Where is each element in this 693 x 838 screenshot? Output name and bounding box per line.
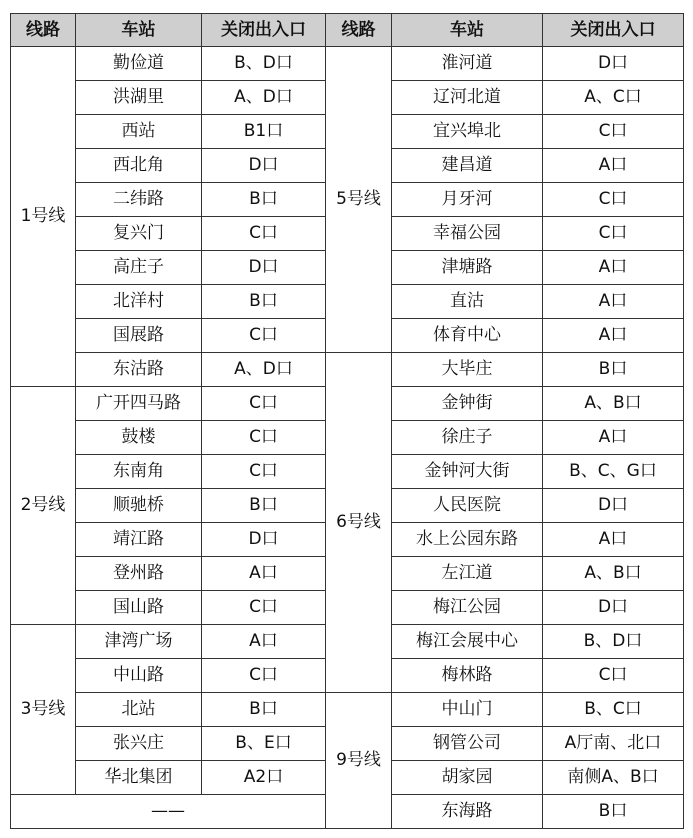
line-name-cell: 2号线 xyxy=(11,387,76,625)
exits-cell: B口 xyxy=(202,489,326,523)
station-cell: 国山路 xyxy=(76,591,202,625)
table-row xyxy=(11,693,684,727)
station-cell: 东南角 xyxy=(76,455,202,489)
exits-cell: A口 xyxy=(543,319,684,353)
header-station-left: 车站 xyxy=(76,14,202,47)
exits-cell: A口 xyxy=(543,285,684,319)
station-cell: 洪湖里 xyxy=(76,81,202,115)
station-cell: 左江道 xyxy=(392,557,543,591)
exits-cell: C口 xyxy=(202,217,326,251)
station-cell: 勤俭道 xyxy=(76,47,202,81)
exits-cell: C口 xyxy=(543,217,684,251)
closed-exits-table xyxy=(10,13,684,829)
station-cell: 辽河北道 xyxy=(392,81,543,115)
footer-dash-cell: —— xyxy=(11,795,326,829)
station-cell: 西站 xyxy=(76,115,202,149)
exits-cell: A厅南、北口 xyxy=(543,727,684,761)
exits-cell: A、B口 xyxy=(543,387,684,421)
station-cell: 金钟河大街 xyxy=(392,455,543,489)
station-cell: 水上公园东路 xyxy=(392,523,543,557)
station-cell: 幸福公园 xyxy=(392,217,543,251)
station-cell: 广开四马路 xyxy=(76,387,202,421)
line-name-cell: 9号线 xyxy=(326,693,392,829)
station-cell: 津湾广场 xyxy=(76,625,202,659)
exits-cell: C口 xyxy=(543,183,684,217)
exits-cell: A、D口 xyxy=(202,353,326,387)
exits-cell: C口 xyxy=(202,387,326,421)
exits-cell: B口 xyxy=(202,183,326,217)
header-exits-right: 关闭出入口 xyxy=(543,14,684,47)
exits-cell: A口 xyxy=(543,149,684,183)
station-cell: 大毕庄 xyxy=(392,353,543,387)
exits-cell: A、B口 xyxy=(543,557,684,591)
station-cell: 建昌道 xyxy=(392,149,543,183)
station-cell: 梅林路 xyxy=(392,659,543,693)
station-cell: 东海路 xyxy=(392,795,543,829)
exits-cell: C口 xyxy=(543,115,684,149)
exits-cell: C口 xyxy=(202,319,326,353)
station-cell: 徐庄子 xyxy=(392,421,543,455)
station-cell: 中山路 xyxy=(76,659,202,693)
station-cell: 鼓楼 xyxy=(76,421,202,455)
exits-cell: B、D口 xyxy=(202,47,326,81)
exits-cell: A口 xyxy=(202,625,326,659)
station-cell: 中山门 xyxy=(392,693,543,727)
exits-cell: A口 xyxy=(543,523,684,557)
station-cell: 华北集团 xyxy=(76,761,202,795)
station-cell: 东沽路 xyxy=(76,353,202,387)
exits-cell: B、C、G口 xyxy=(543,455,684,489)
exits-cell: B口 xyxy=(202,285,326,319)
exits-cell: B、E口 xyxy=(202,727,326,761)
exits-cell: C口 xyxy=(543,659,684,693)
station-cell: 津塘路 xyxy=(392,251,543,285)
exits-cell: B、D口 xyxy=(543,625,684,659)
exits-cell: A口 xyxy=(202,557,326,591)
station-cell: 月牙河 xyxy=(392,183,543,217)
station-cell: 梅江公园 xyxy=(392,591,543,625)
exits-cell: B口 xyxy=(543,353,684,387)
line-name-cell: 3号线 xyxy=(11,625,76,795)
station-cell: 淮河道 xyxy=(392,47,543,81)
exits-cell: C口 xyxy=(202,659,326,693)
station-cell: 金钟街 xyxy=(392,387,543,421)
header-row xyxy=(11,14,684,47)
station-cell: 靖江路 xyxy=(76,523,202,557)
exits-cell: A2口 xyxy=(202,761,326,795)
header-exits-left: 关闭出入口 xyxy=(202,14,326,47)
station-cell: 钢管公司 xyxy=(392,727,543,761)
station-cell: 高庄子 xyxy=(76,251,202,285)
station-cell: 西北角 xyxy=(76,149,202,183)
line-name-cell: 1号线 xyxy=(11,47,76,387)
table-row xyxy=(11,353,684,387)
exits-cell: B1口 xyxy=(202,115,326,149)
station-cell: 北站 xyxy=(76,693,202,727)
station-cell: 宜兴埠北 xyxy=(392,115,543,149)
exits-cell: B口 xyxy=(543,795,684,829)
exits-cell: C口 xyxy=(202,455,326,489)
exits-cell: D口 xyxy=(543,47,684,81)
station-cell: 胡家园 xyxy=(392,761,543,795)
header-line-right: 线路 xyxy=(326,14,392,47)
exits-cell: 南侧A、B口 xyxy=(543,761,684,795)
station-cell: 张兴庄 xyxy=(76,727,202,761)
table-row xyxy=(11,47,684,81)
station-cell: 二纬路 xyxy=(76,183,202,217)
station-cell: 体育中心 xyxy=(392,319,543,353)
exits-cell: D口 xyxy=(543,591,684,625)
exits-cell: A、D口 xyxy=(202,81,326,115)
station-cell: 顺驰桥 xyxy=(76,489,202,523)
exits-cell: A、C口 xyxy=(543,81,684,115)
exits-cell: C口 xyxy=(202,591,326,625)
line-name-cell: 5号线 xyxy=(326,47,392,353)
exits-cell: B、C口 xyxy=(543,693,684,727)
line-name-cell: 6号线 xyxy=(326,353,392,693)
station-cell: 登州路 xyxy=(76,557,202,591)
exits-cell: D口 xyxy=(202,251,326,285)
table-body xyxy=(11,14,684,829)
header-station-right: 车站 xyxy=(392,14,543,47)
station-cell: 人民医院 xyxy=(392,489,543,523)
exits-cell: A口 xyxy=(543,421,684,455)
exits-cell: C口 xyxy=(202,421,326,455)
station-cell: 北洋村 xyxy=(76,285,202,319)
exits-cell: D口 xyxy=(202,523,326,557)
station-cell: 梅江会展中心 xyxy=(392,625,543,659)
station-cell: 复兴门 xyxy=(76,217,202,251)
station-cell: 直沽 xyxy=(392,285,543,319)
exits-cell: D口 xyxy=(543,489,684,523)
exits-cell: B口 xyxy=(202,693,326,727)
exits-cell: D口 xyxy=(202,149,326,183)
station-cell: 国展路 xyxy=(76,319,202,353)
header-line-left: 线路 xyxy=(11,14,76,47)
exits-cell: A口 xyxy=(543,251,684,285)
